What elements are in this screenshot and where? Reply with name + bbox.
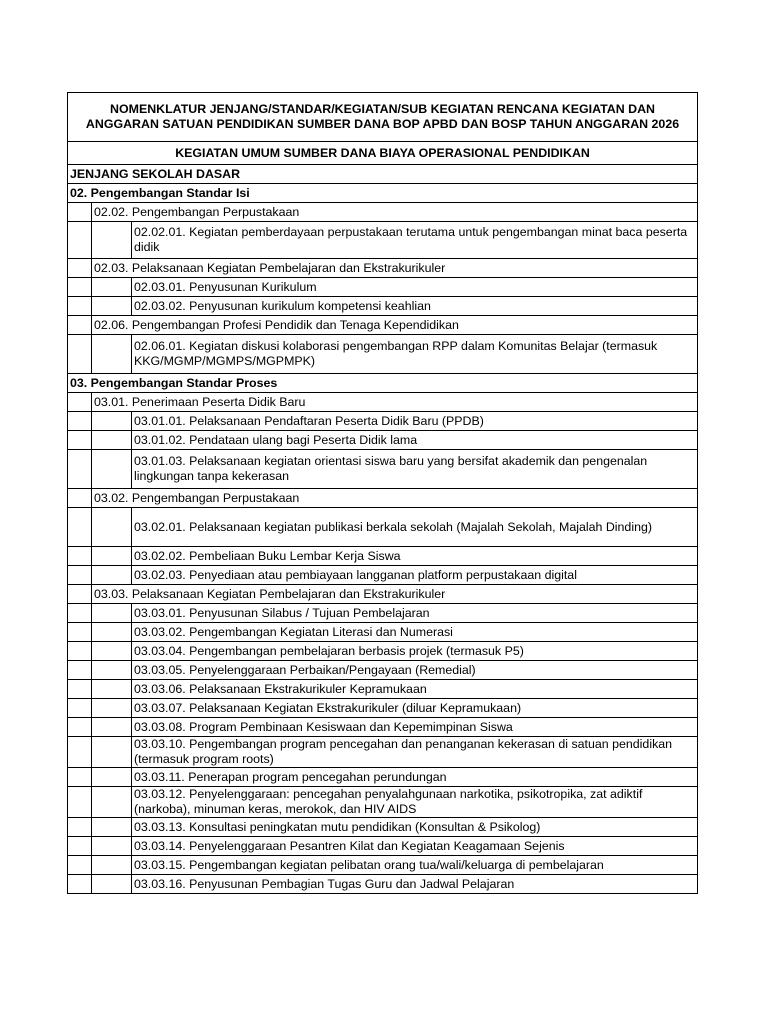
- sub-kegiatan-row: [68, 661, 698, 680]
- sub-kegiatan-label: 03.02.01. Pelaksanaan kegiatan publikasi berkala sekolah (Majalah Sekolah, Majalah Dinding): [132, 508, 698, 547]
- sub-kegiatan-label: 03.02.02. Pembeliaan Buku Lembar Kerja Siswa: [132, 547, 698, 566]
- kegiatan-row: [68, 259, 698, 278]
- sub-kegiatan-row: [68, 737, 698, 768]
- sub-kegiatan-label: 03.03.01. Penyusunan Silabus / Tujuan Pembelajaran: [132, 604, 698, 623]
- kegiatan-label: 02.02. Pengembangan Perpustakaan: [92, 203, 698, 222]
- jenjang-row: [68, 165, 698, 184]
- kegiatan-row: [68, 489, 698, 508]
- sub-kegiatan-label: 03.03.15. Pengembangan kegiatan pelibatan orang tua/wali/keluarga di pembelajaran: [132, 856, 698, 875]
- standar-label: 02. Pengembangan Standar Isi: [68, 184, 698, 203]
- kegiatan-row: [68, 316, 698, 335]
- sub-kegiatan-label: 03.03.04. Pengembangan pembelajaran berbasis projek (termasuk P5): [132, 642, 698, 661]
- document-title: NOMENKLATUR JENJANG/STANDAR/KEGIATAN/SUB KEGIATAN RENCANA KEGIATAN DAN ANGGARAN SATUAN PENDIDIKAN SUMBER DANA BOP APBD DAN BOSP TAHUN ANGGARAN 2026: [68, 93, 698, 142]
- sub-kegiatan-row: [68, 278, 698, 297]
- sub-kegiatan-row: [68, 222, 698, 259]
- nomenclature-sheet: [67, 92, 697, 894]
- nomenclature-table: [67, 92, 698, 894]
- title-row: [68, 93, 698, 142]
- kegiatan-label: 02.06. Pengembangan Profesi Pendidik dan Tenaga Kependidikan: [92, 316, 698, 335]
- sub-kegiatan-row: [68, 768, 698, 787]
- document-subtitle: KEGIATAN UMUM SUMBER DANA BIAYA OPERASIONAL PENDIDIKAN: [68, 142, 698, 165]
- sub-kegiatan-row: [68, 297, 698, 316]
- sub-kegiatan-row: [68, 856, 698, 875]
- kegiatan-label: 03.02. Pengembangan Perpustakaan: [92, 489, 698, 508]
- sub-kegiatan-row: [68, 837, 698, 856]
- sub-kegiatan-label: 03.03.13. Konsultasi peningkatan mutu pendidikan (Konsultan & Psikolog): [132, 818, 698, 837]
- sub-kegiatan-label: 03.03.08. Program Pembinaan Kesiswaan dan Kepemimpinan Siswa: [132, 718, 698, 737]
- sub-kegiatan-label: 02.03.02. Penyusunan kurikulum kompetensi keahlian: [132, 297, 698, 316]
- sub-kegiatan-row: [68, 680, 698, 699]
- kegiatan-label: 02.03. Pelaksanaan Kegiatan Pembelajaran dan Ekstrakurikuler: [92, 259, 698, 278]
- sub-kegiatan-label: 02.03.01. Penyusunan Kurikulum: [132, 278, 698, 297]
- kegiatan-row: [68, 393, 698, 412]
- kegiatan-row: [68, 203, 698, 222]
- sub-kegiatan-row: [68, 699, 698, 718]
- sub-kegiatan-row: [68, 818, 698, 837]
- sub-kegiatan-label: 03.03.07. Pelaksanaan Kegiatan Ekstrakurikuler (diluar Kepramukaan): [132, 699, 698, 718]
- sub-kegiatan-row: [68, 547, 698, 566]
- sub-kegiatan-row: [68, 718, 698, 737]
- kegiatan-row: [68, 585, 698, 604]
- jenjang-label: JENJANG SEKOLAH DASAR: [68, 165, 698, 184]
- sub-kegiatan-label: 03.01.02. Pendataan ulang bagi Peserta Didik lama: [132, 431, 698, 450]
- sub-kegiatan-label: 03.03.05. Penyelenggaraan Perbaikan/Pengayaan (Remedial): [132, 661, 698, 680]
- sub-kegiatan-label: 02.06.01. Kegiatan diskusi kolaborasi pengembangan RPP dalam Komunitas Belajar (termasuk KKG/MGMP/MGMPS/MGPMPK): [132, 335, 698, 374]
- sub-kegiatan-row: [68, 450, 698, 489]
- sub-kegiatan-row: [68, 431, 698, 450]
- kegiatan-label: 03.01. Penerimaan Peserta Didik Baru: [92, 393, 698, 412]
- indent-cell: [68, 203, 92, 222]
- sub-kegiatan-label: 03.01.01. Pelaksanaan Pendaftaran Peserta Didik Baru (PPDB): [132, 412, 698, 431]
- sub-kegiatan-label: 03.03.11. Penerapan program pencegahan perundungan: [132, 768, 698, 787]
- standar-row: [68, 184, 698, 203]
- kegiatan-label: 03.03. Pelaksanaan Kegiatan Pembelajaran dan Ekstrakurikuler: [92, 585, 698, 604]
- standar-label: 03. Pengembangan Standar Proses: [68, 374, 698, 393]
- sub-kegiatan-label: 03.03.06. Pelaksanaan Ekstrakurikuler Kepramukaan: [132, 680, 698, 699]
- sub-kegiatan-label: 03.01.03. Pelaksanaan kegiatan orientasi siswa baru yang bersifat akademik dan pengenalan lingkungan tanpa kekerasan: [132, 450, 698, 489]
- sub-kegiatan-label: 03.03.14. Penyelenggaraan Pesantren Kilat dan Kegiatan Keagamaan Sejenis: [132, 837, 698, 856]
- sub-kegiatan-row: [68, 875, 698, 894]
- subtitle-row: [68, 142, 698, 165]
- sub-kegiatan-row: [68, 335, 698, 374]
- sub-kegiatan-label: 03.03.12. Penyelenggaraan: pencegahan penyalahgunaan narkotika, psikotropika, zat adiktif (narkoba), minuman keras, merokok, dan HIV AIDS: [132, 787, 698, 818]
- sub-kegiatan-row: [68, 604, 698, 623]
- sub-kegiatan-row: [68, 642, 698, 661]
- sub-kegiatan-label: 03.03.10. Pengembangan program pencegahan dan penanganan kekerasan di satuan pendidikan (termasuk program roots): [132, 737, 698, 768]
- sub-kegiatan-row: [68, 566, 698, 585]
- standar-row: [68, 374, 698, 393]
- sub-kegiatan-label: 02.02.01. Kegiatan pemberdayaan perpustakaan terutama untuk pengembangan minat baca peserta didik: [132, 222, 698, 259]
- sub-kegiatan-label: 03.03.02. Pengembangan Kegiatan Literasi dan Numerasi: [132, 623, 698, 642]
- sub-kegiatan-label: 03.02.03. Penyediaan atau pembiayaan langganan platform perpustakaan digital: [132, 566, 698, 585]
- sub-kegiatan-row: [68, 623, 698, 642]
- sub-kegiatan-label: 03.03.16. Penyusunan Pembagian Tugas Guru dan Jadwal Pelajaran: [132, 875, 698, 894]
- sub-kegiatan-row: [68, 508, 698, 547]
- sub-kegiatan-row: [68, 787, 698, 818]
- sub-kegiatan-row: [68, 412, 698, 431]
